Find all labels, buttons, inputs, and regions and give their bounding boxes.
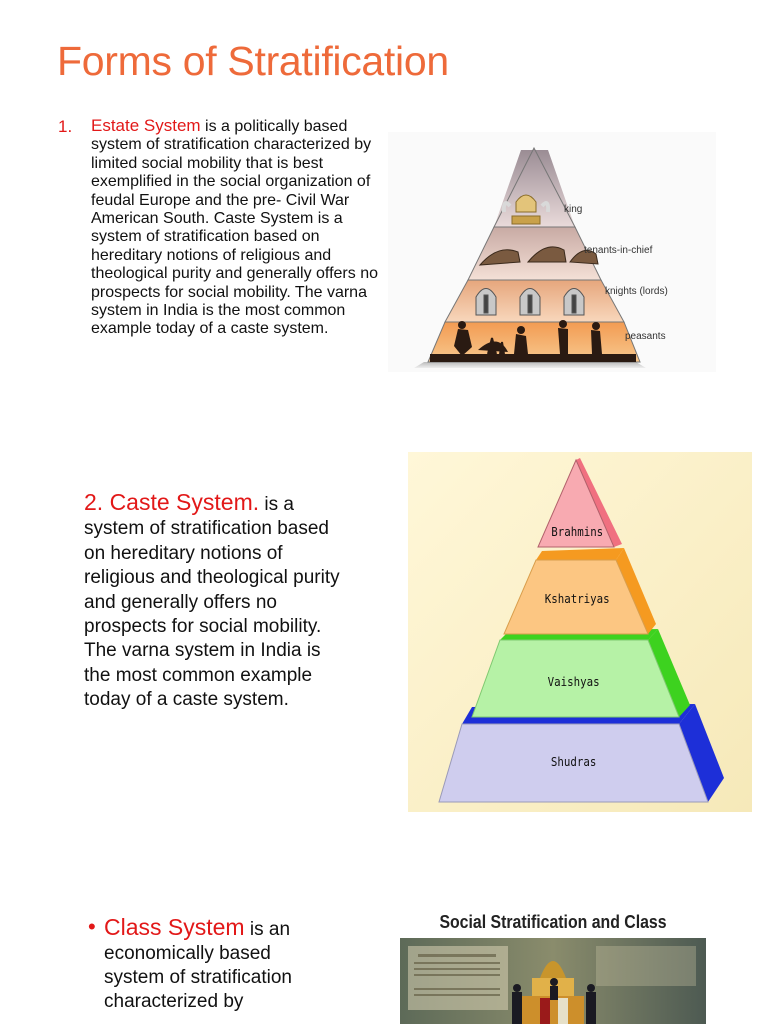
pyramid-label-tenants: tenants-in-chief — [584, 245, 653, 256]
section1-term: Estate System — [91, 116, 201, 135]
section3-paragraph — [88, 915, 318, 1014]
section3-body: is an economically based system of stratification characterized by — [104, 919, 292, 1012]
section2-body: is a system of stratification based on hereditary notions of religious and theological purity and generally offers no prospects for social mobility. The varna system in India is the most common example today of a caste system. — [84, 494, 340, 711]
page-title: Forms of Stratification — [57, 38, 449, 84]
section1-paragraph — [91, 117, 391, 339]
section2-term: 2. Caste System. — [84, 489, 260, 515]
section1-number: 1. — [58, 117, 73, 136]
caste-system-pyramid — [408, 452, 752, 812]
caste-label-kshatriyas: Kshatriyas — [544, 591, 610, 607]
caste-label-vaishyas: Vaishyas — [547, 674, 600, 690]
pyramid-label-peasants: peasants — [625, 331, 666, 342]
estate-system-pyramid — [388, 132, 716, 372]
knight-helmets-icon — [476, 289, 584, 316]
section1-body: is a politically based system of stratification characterized by limited social mobility that is best exemplified in the social organization of feudal Europe and the pre- Civil War American South. Caste System is a system of stratification based on hereditary notions of religious and theological purity and generally offers no prospects for social mobility. The varna system in India is the most common example today of a caste system. — [91, 118, 378, 338]
caste-label-brahmins: Brahmins — [551, 524, 604, 540]
caste-label-shudras: Shudras — [550, 754, 597, 770]
section2-paragraph — [84, 490, 344, 713]
section3-bullet: • — [88, 914, 96, 939]
section3-term: Class System — [104, 914, 245, 940]
pyramid-label-king: king — [564, 204, 583, 215]
class-figure-title: Social Stratification and Class — [439, 912, 667, 932]
pyramid-label-knights: knights (lords) — [605, 286, 668, 297]
class-system-illustration — [400, 938, 706, 1024]
